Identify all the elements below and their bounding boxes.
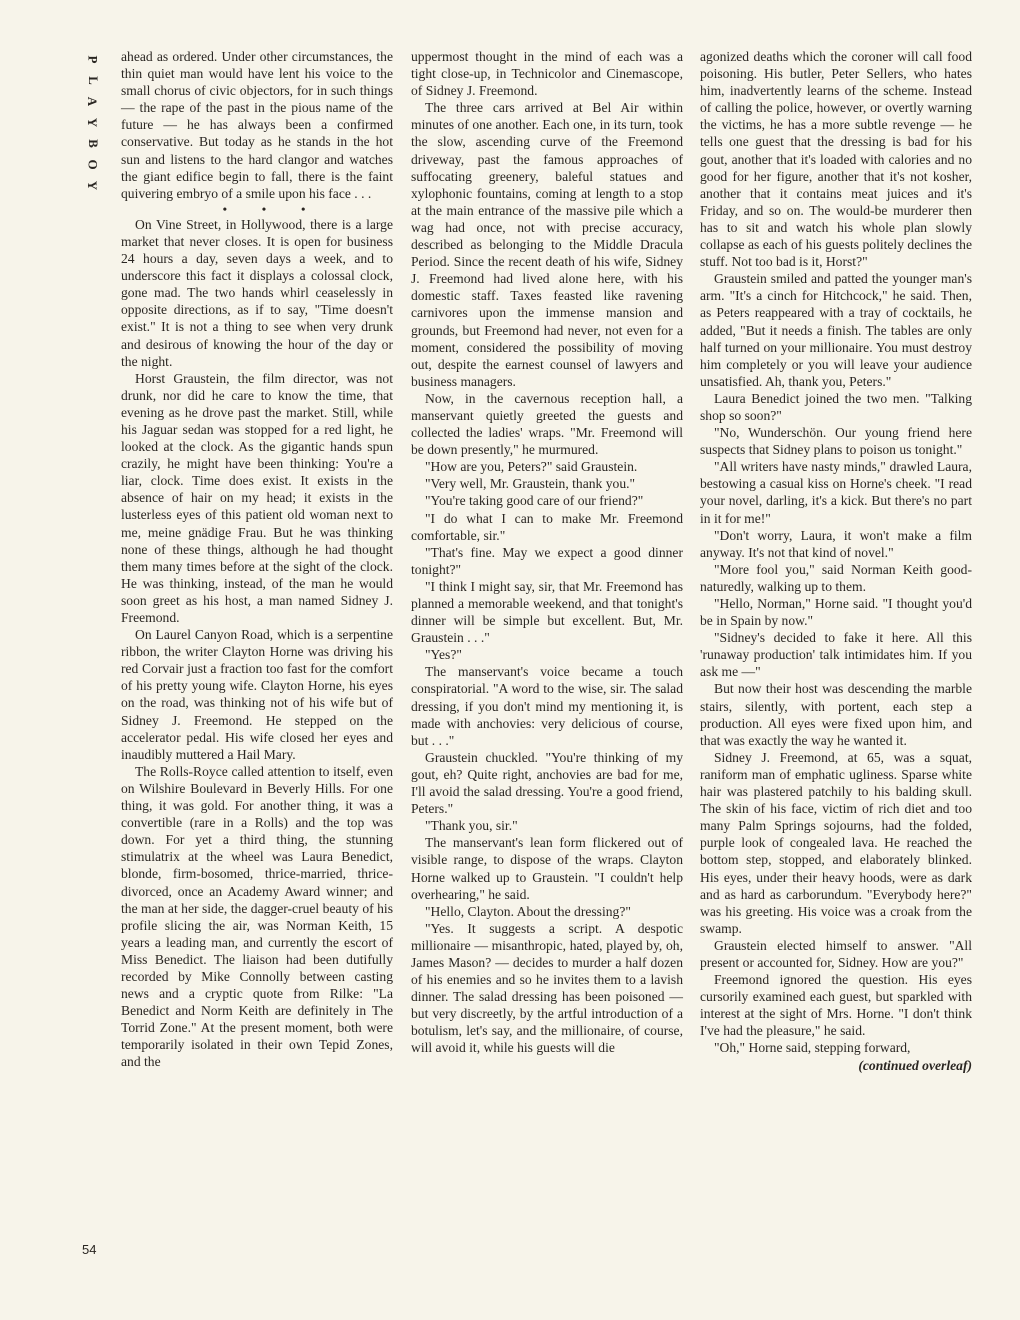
- paragraph: "More fool you," said Norman Keith good-naturedly, walking up to them.: [700, 561, 972, 594]
- paragraph: "That's fine. May we expect a good dinner tonight?": [411, 544, 683, 577]
- paragraph: "No, Wunderschön. Our young friend here suspects that Sidney plans to poison us tonight.": [700, 425, 972, 458]
- text-column-3: [700, 48, 972, 1074]
- masthead-letter: Y: [85, 117, 101, 128]
- paragraph: "Hello, Clayton. About the dressing?": [425, 903, 631, 919]
- paragraph: On Vine Street, in Hollywood, there is a large market that never closes. It is open for business 24 hours a day, seven days a week, and to underscore this fact it displays a colossal clock, gone mad. The two hands whirl ceaselessly in opposite directions, as if to say, "Time doesn't exist." It is not a thing to see when very drunk and desirous of knowing the hour of the day or the night.: [121, 216, 393, 369]
- paragraph: Laura Benedict joined the two men. "Talking shop so soon?": [700, 390, 972, 423]
- paragraph: The three cars arrived at Bel Air within minutes of one another. Each one, in its turn, took the slow, ascending curve of the Freemond driveway, past the famous approaches of suffocating greenery, baleful statues and xylophonic fountains, coming at length to a stop at the main entrance of the massive pile which a wag had once, not with precise accuracy, described as belonging to the Middle Dracula Period. Since the recent death of his wife, Sidney J. Freemond had lived alone here, with his domestic staff. Taxes feasted like ravening carnivores upon the immense mansion and grounds, but Freemond had never, not even for a moment, considered the possibility of moving out, despite the earnest counsel of lawyers and business managers.: [411, 100, 683, 389]
- continued-notice: (continued overleaf): [858, 1057, 972, 1073]
- masthead-letter: Y: [85, 180, 101, 191]
- paragraph: Graustein smiled and patted the younger man's arm. "It's a cinch for Hitchcock," he said. Then, as Peters reappeared with a tray of cocktails, he added, "But it needs a finish. The tables are only half turned on your millionaire. You must destroy him completely or you will leave your audience unsatisfied. Ah, thank you, Peters.": [700, 271, 972, 389]
- paragraph: ahead as ordered. Under other circumstances, the thin quiet man would have lent his voice to the small chorus of civic objectors, for in such things — the rape of the past in the pious name of the future — he has always been a confirmed conservative. But today as he stands in the hot sun and listens to the hard clangor and watches the giant edifice begin to fall, there is the faint quivering embryo of a smile upon his face . . .: [121, 49, 393, 201]
- paragraph: But now their host was descending the marble stairs, silently, with portent, each step a production. All eyes were fixed upon him, and that was exactly the way he wanted it.: [700, 681, 972, 748]
- paragraph: "Don't worry, Laura, it won't make a film anyway. It's not that kind of novel.": [700, 527, 972, 560]
- text-column-1: [121, 48, 393, 1071]
- magazine-masthead: [82, 52, 102, 193]
- paragraph: Sidney J. Freemond, at 65, was a squat, raniform man of emphatic ugliness. Sparse white hair was plastered patchily to his balding skull. The skin of his face, victim of rich diet and too many Palm Springs sojourns, had the folded, purple look of congealed lava. He reached the bottom step, stopped, and elaborately blinked. His eyes, under their heavy hoods, were as dark and as hard as carborundum. "Everybody here?" was his greeting. His voice was a croak from the swamp.: [700, 749, 972, 936]
- masthead-letter: L: [85, 76, 101, 85]
- paragraph: On Laurel Canyon Road, which is a serpentine ribbon, the writer Clayton Horne was driving his red Corvair just a fraction too fast for the comfort of his pretty young wife. Clayton Horne, his eyes on the road, was thinking not of his wife but of Sidney J. Freemond. He stepped on the accelerator pedal. His wife closed her eyes and inaudibly muttered a Hail Mary.: [121, 627, 393, 762]
- paragraph: The manservant's lean form flickered out of visible range, to dispose of the wraps. Clayton Horne walked up to Graustein. "I couldn't help overhearing," he said.: [411, 835, 683, 902]
- paragraph: "You're taking good care of our friend?": [425, 493, 644, 509]
- paragraph: agonized deaths which the coroner will call food poisoning. His butler, Peter Sellers, who hates him, inadvertently learns of the scheme. Instead of calling the police, however, or overtly warning the victims, he has a more subtle revenge — he tells one guest that the dressing is bad for his gout, another that it's loaded with calories and no good for her figure, another that it's not kosher, another that it contains meat juices and it's Friday, and so on. The would-be murderer then has to sit and watch his whole plan slowly collapse as each of his guests politely declines the stuff. Not too bad is it, Horst?": [700, 49, 972, 270]
- paragraph: "I think I might say, sir, that Mr. Freemond has planned a memorable weekend, and that tonight's dinner will be simple but excellent. But, Mr. Graustein . . .": [411, 578, 683, 646]
- paragraph: "Yes. It suggests a script. A despotic millionaire — misanthropic, hated, played by, oh, James Mason? — decides to murder a half dozen of his enemies and so he invites them to a lavish dinner. The salad dressing has been poisoned — but very discreetly, by the artful introduction of a botulism, let's say, and the millionaire, of course, will avoid it, while his guests will die: [411, 920, 683, 1056]
- masthead-letter: B: [85, 139, 101, 148]
- paragraph: "Very well, Mr. Graustein, thank you.": [425, 476, 636, 492]
- paragraph: "How are you, Peters?" said Graustein.: [425, 459, 638, 475]
- paragraph: Horst Graustein, the film director, was not drunk, nor did he care to know the time, that evening as he drove past the market. Still, while his Jaguar sedan was stopped for a red light, he looked at the clock. As the gigantic hands spun crazily, he might have been thinking: You're a liar, clock. Time does exist. It exists in the absence of hair on my head; it exists in the lusterless eyes of this patient old woman next to me, meine gnädige Frau. But he was thinking none of these things, although he had thought them many times before at the sight of the clock. He was thinking, instead, of the man he would soon greet as his host, a man named Sidney J. Freemond.: [121, 370, 393, 625]
- paragraph: "Thank you, sir.": [425, 818, 518, 834]
- paragraph: "Yes?": [425, 647, 462, 663]
- paragraph: Graustein chuckled. "You're thinking of my gout, eh? Quite right, anchovies are bad for me, I'll avoid the salad dressing. You're a good friend, Peters.": [411, 749, 683, 817]
- paragraph: Now, in the cavernous reception hall, a manservant quietly greeted the guests and collected the ladies' wraps. "Mr. Freemond will be down presently," he murmured.: [411, 390, 683, 458]
- paragraph: "Oh," Horne said, stepping forward,: [714, 1040, 911, 1056]
- page-number: 54: [82, 1242, 97, 1257]
- paragraph: "Hello, Norman," Horne said. "I thought you'd be in Spain by now.": [700, 596, 972, 629]
- paragraph: Freemond ignored the question. His eyes cursorily examined each guest, but sparkled with interest at the sight of Mrs. Horne. "I don't think I've had the pleasure," he said.: [700, 972, 972, 1039]
- masthead-letter: A: [85, 96, 101, 107]
- paragraph: "Sidney's decided to fake it here. All this 'runaway production' talk intimidates him. If you ask me —": [700, 630, 972, 680]
- paragraph: The manservant's voice became a touch conspiratorial. "A word to the wise, sir. The salad dressing, if you don't mind my mentioning it, is made with anchovies: very delicious of course, but . . .": [411, 664, 683, 748]
- text-column-2: [411, 48, 683, 1057]
- paragraph: uppermost thought in the mind of each was a tight close-up, in Technicolor and Cinemascope, of Sidney J. Freemond.: [411, 49, 683, 99]
- masthead-letter: O: [85, 159, 101, 170]
- section-separator: • • •: [222, 201, 322, 216]
- masthead-letter: P: [85, 55, 101, 64]
- paragraph: The Rolls-Royce called attention to itself, even on Wilshire Boulevard in Beverly Hills. For one thing, it was gold. For another thing, it was a convertible (rare in a Rolls) and the top was down. For yet a third thing, the stunning stimulatrix at the wheel was Laura Benedict, blonde, firm-bosomed, thrice-married, thrice-divorced, once an Academy Award winner; and the man at her side, the dagger-cruel beauty of his profile slicing the air, was Norman Keith, 15 years a leading man, and currently the escort of Miss Benedict. The liaison had been dutifully recorded by Mike Connolly between casting news and a cryptic quote from Rilke: "La Benedict and Norm Keith are definitely in The Torrid Zone." At the present moment, both were temporarily isolated in their own Tepid Zones, and the: [121, 763, 393, 1070]
- paragraph: Graustein elected himself to answer. "All present or accounted for, Sidney. How are you?": [700, 937, 972, 970]
- paragraph: "I do what I can to make Mr. Freemond comfortable, sir.": [411, 510, 683, 543]
- paragraph: "All writers have nasty minds," drawled Laura, bestowing a casual kiss on Horne's cheek. "I read your novel, darling, it's a kick. But there's no part in it for me!": [700, 459, 972, 526]
